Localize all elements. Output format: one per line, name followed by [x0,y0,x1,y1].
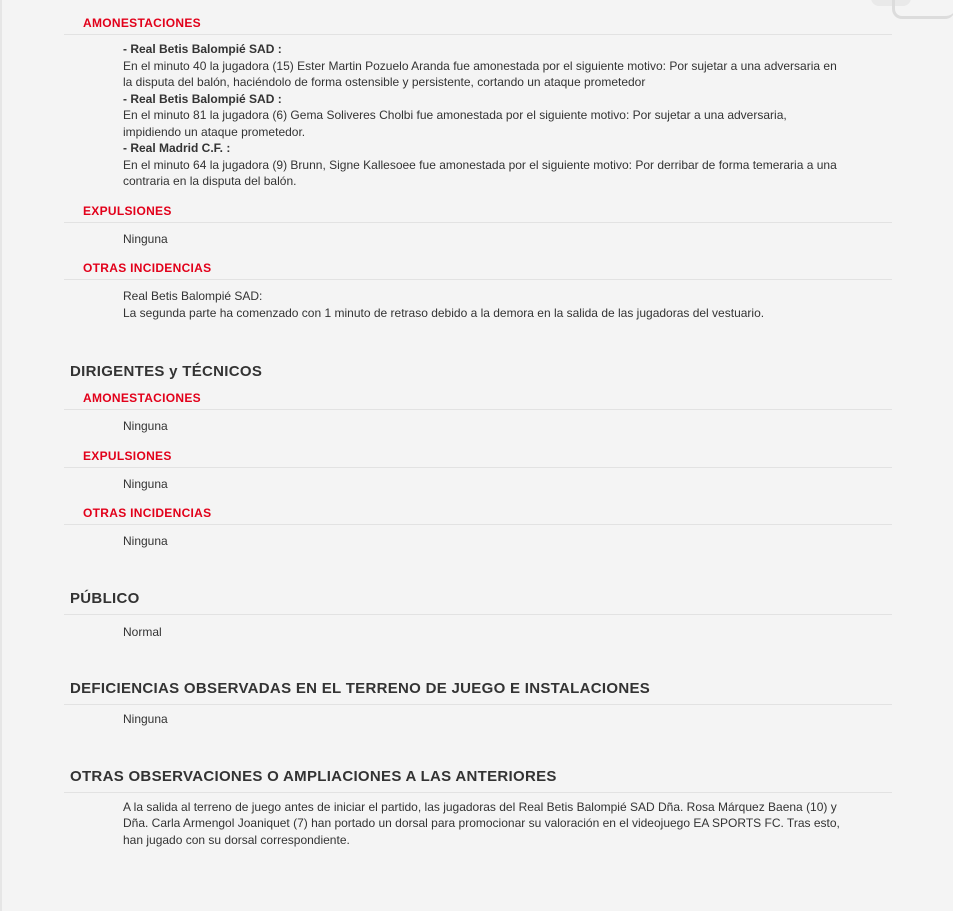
staff-section [64,359,892,560]
observations-value: A la salida al terreno de juego antes de iniciar el partido, las jugadoras del Real Betis Balompié SAD Dña. Rosa Márquez Baena (10) y Dña. Carla Armengol Joaniquet (7) han portado un dorsal para promocionar su valoración en el videojuego EA SPORTS FC. Tras esto, han jugado con su dorsal correspondiente. [123,799,840,847]
incident-text: La segunda parte ha comenzado con 1 minuto de retraso debido a la demora en la salida de las jugadoras del vestuario. [123,305,765,320]
corner-decoration-outline [892,0,955,19]
caution-text: En el minuto 64 la jugadora (9) Brunn, Signe Kallesoee fue amonestada por el siguiente motivo: Por derribar de forma temeraria a una contraria en la disputa del balón. [123,157,837,188]
players-other-incidents-section [64,257,892,331]
staff-cautions-title: AMONESTACIONES [64,387,892,410]
caution-entry [123,41,843,91]
deficiencies-section-title: DEFICIENCIAS OBSERVADAS EN EL TERRENO DE JUEGO E INSTALACIONES [64,674,892,705]
caution-text: En el minuto 40 la jugadora (15) Ester Martin Pozuelo Aranda fue amonestada por el siguiente motivo: Por sujetar a una adversaria en la disputa del balón, haciéndolo de forma ostensible y persistente, cortando un ataque prometedor [123,58,837,89]
players-expulsions-value: Ninguna [123,231,168,246]
report-content [64,0,892,858]
caution-entry [123,91,843,141]
deficiencies-section [64,674,892,738]
deficiencies-value: Ninguna [123,712,168,726]
players-cautions-list [64,35,843,200]
observations-section [64,762,892,859]
staff-section-title: DIRIGENTES y TÉCNICOS [70,363,263,380]
caution-team: - Real Betis Balompié SAD : [123,91,282,106]
public-value: Normal [123,624,162,639]
staff-expulsions-value: Ninguna [123,476,168,491]
caution-team: - Real Madrid C.F. : [123,141,231,155]
page-left-edge [0,0,2,911]
players-cautions-title: AMONESTACIONES [64,12,892,35]
page-right-edge [953,0,961,911]
players-other-incidents-body [64,280,843,331]
incident-team: Real Betis Balompié SAD: [123,289,263,303]
players-expulsions-section [64,200,892,258]
players-cautions-section [64,12,892,200]
staff-cautions-value: Ninguna [123,419,168,433]
staff-other-incidents-value: Ninguna [123,534,168,548]
players-other-incidents-title: OTRAS INCIDENCIAS [64,257,892,280]
staff-expulsions-title: EXPULSIONES [64,445,892,468]
players-expulsions-title: EXPULSIONES [64,200,892,223]
caution-entry [123,140,843,190]
caution-team: - Real Betis Balompié SAD : [123,42,282,56]
observations-section-title: OTRAS OBSERVACIONES O AMPLIACIONES A LAS ANTERIORES [64,762,892,793]
caution-text: En el minuto 81 la jugadora (6) Gema Soliveres Cholbi fue amonestada por el siguiente motivo: Por sujetar a una adversaria, impidiendo un ataque prometedor. [123,108,787,139]
staff-other-incidents-title: OTRAS INCIDENCIAS [64,502,892,525]
public-section [64,584,892,651]
public-section-title: PÚBLICO [64,584,892,615]
